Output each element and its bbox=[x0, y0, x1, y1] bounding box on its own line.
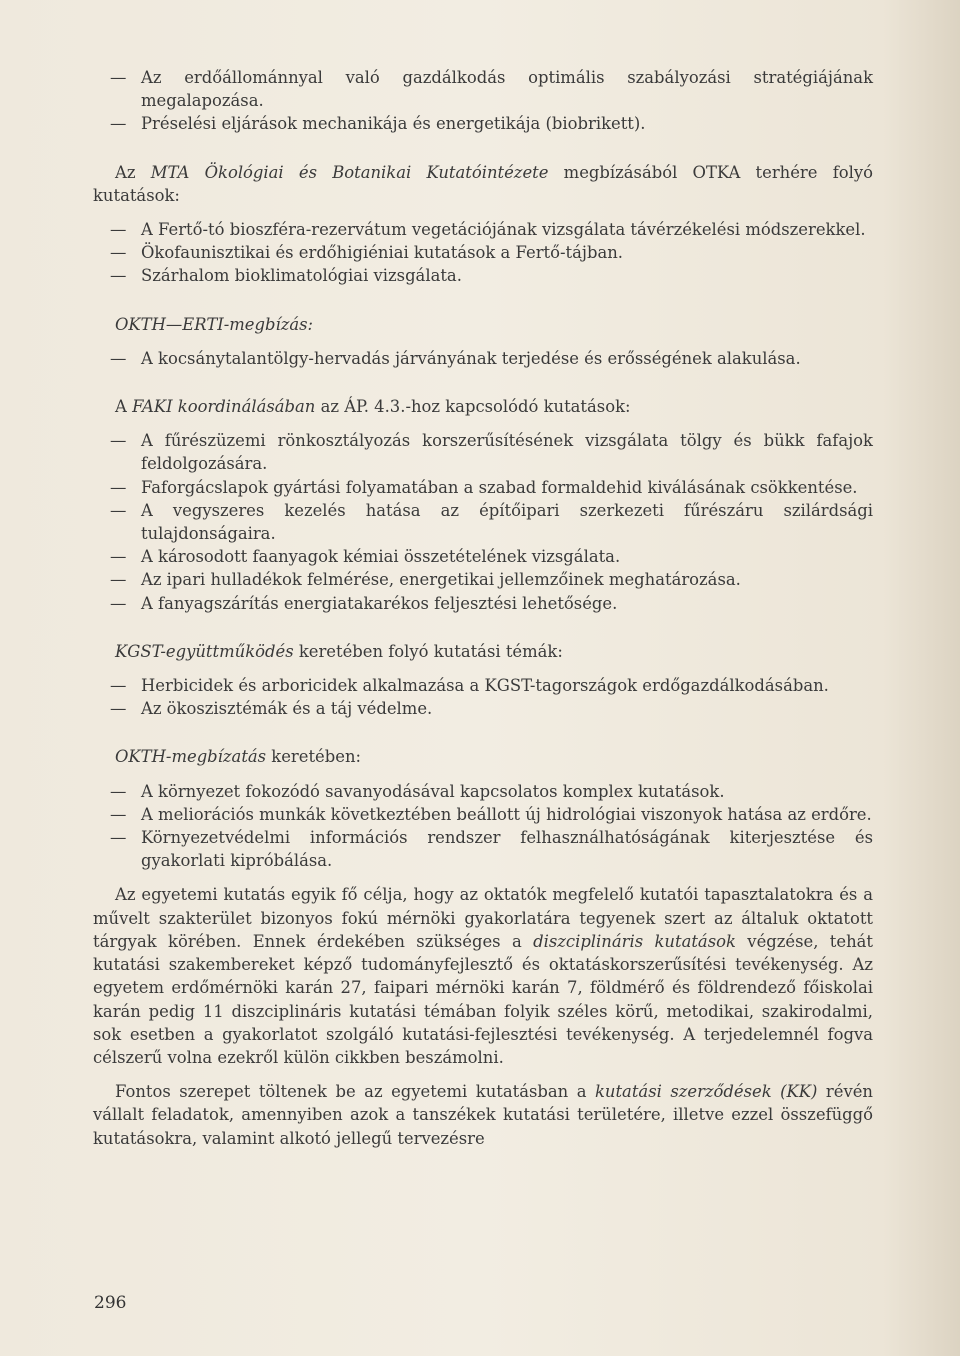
list-item bbox=[93, 803, 873, 826]
section-heading-kgst bbox=[93, 640, 873, 663]
list-item bbox=[93, 592, 873, 615]
list-item-text: Herbicidek és arboricidek alkalmazása a KGST-tagországok erdőgazdálkodásában. bbox=[141, 676, 829, 696]
list-okth-erti bbox=[93, 347, 873, 370]
list-item bbox=[93, 499, 873, 545]
list-item bbox=[93, 112, 873, 135]
dash: — bbox=[110, 477, 127, 497]
dash: — bbox=[110, 348, 127, 368]
paragraph-text: végzése, tehát kutatási szakembereket képző tudományfejlesztő és oktatáskorszerűsítési tevékenység. Az egyetem erdőmérnöki karán 27, faipari mérnöki karán 7, földmérő és földrendező főiskolai karán pedig 11 diszciplináris kutatási témában folyik széles körű, metodikai, szakirodalmi, sok esetben a gyakorlatot szolgáló kutatási-fejlesztési tevékenység. A terjedelemnél fogva célszerű volna ezekről külön cikkben beszámolni. bbox=[93, 931, 874, 1067]
heading-suffix: keretében folyó kutatási témák: bbox=[293, 641, 563, 661]
paragraph-italic: kutatási szerződések (KK) bbox=[594, 1082, 818, 1102]
list-item-text: Szárhalom bioklimatológiai vizsgálata. bbox=[141, 266, 462, 286]
paragraph-italic: diszciplináris kutatások bbox=[533, 931, 736, 951]
dash: — bbox=[110, 114, 127, 134]
dash: — bbox=[110, 220, 127, 240]
list-item bbox=[93, 780, 873, 803]
list-item bbox=[93, 545, 873, 568]
text-column bbox=[93, 66, 873, 1150]
list-item-text: Faforgácslapok gyártási folyamatában a szabad formaldehid kiválásának csökkentése. bbox=[141, 477, 858, 497]
dash: — bbox=[110, 699, 127, 719]
section-heading-okth2 bbox=[93, 745, 873, 768]
list-item-text: A Fertő-tó bioszféra-rezervátum vegetációjának vizsgálata távérzékelési módszerekkel. bbox=[141, 220, 866, 240]
list-item bbox=[93, 697, 873, 720]
list-continued bbox=[93, 66, 873, 136]
heading-italic: OKTH—ERTI-megbízás: bbox=[115, 314, 314, 334]
dash: — bbox=[110, 781, 127, 801]
dash: — bbox=[110, 243, 127, 263]
heading-italic: MTA Ökológiai és Botanikai Kutatóintézete bbox=[150, 162, 549, 182]
heading-suffix: megbízásából OTKA terhére folyó kutatások: bbox=[93, 162, 873, 205]
list-item bbox=[93, 264, 873, 287]
dash: — bbox=[110, 547, 127, 567]
body-paragraph bbox=[93, 883, 873, 1069]
list-item-text: Az ipari hulladékok felmérése, energetikai jellemzőinek meghatározása. bbox=[141, 570, 741, 590]
list-item bbox=[93, 66, 873, 112]
list-item bbox=[93, 476, 873, 499]
dash: — bbox=[110, 68, 127, 87]
list-item-text: Az erdőállománnyal való gazdálkodás optimális szabályozási stratégiájának megalapozása. bbox=[141, 68, 873, 111]
list-item-text: A károsodott faanyagok kémiai összetételének vizsgálata. bbox=[141, 547, 621, 567]
list-item bbox=[93, 241, 873, 264]
dash: — bbox=[110, 804, 127, 824]
heading-italic: OKTH-megbízatás bbox=[115, 747, 267, 767]
paragraph-text: révén vállalt feladatok, amennyiben azok a tanszékek kutatási területére, illetve ezzel összefüggő kutatásokra, valamint alkotó jellegű tervezésre bbox=[93, 1082, 873, 1148]
dash: — bbox=[110, 570, 127, 590]
list-item-text: A vegyszeres kezelés hatása az építőipari szerkezeti fűrészáru szilárdsági tulajdonságaira. bbox=[141, 500, 873, 544]
paragraph-text: Fontos szerepet töltenek be az egyetemi kutatásban a bbox=[115, 1082, 595, 1102]
list-item-text: Ökofaunisztikai és erdőhigiéniai kutatások a Fertő-tájban. bbox=[141, 243, 624, 263]
dash: — bbox=[110, 828, 127, 848]
list-item bbox=[93, 568, 873, 591]
list-item bbox=[93, 826, 873, 872]
list-item bbox=[93, 347, 873, 370]
list-item-text: A fanyagszárítás energiatakarékos feljesztési lehetősége. bbox=[141, 593, 618, 613]
section-heading-mta bbox=[93, 161, 873, 207]
list-item-text: Préselési eljárások mechanikája és energetikája (biobrikett). bbox=[141, 114, 646, 134]
paragraph-text: Az egyetemi kutatás egyik fő célja, hogy az oktatók megfelelő kutatói tapasztalatokra és a művelt szakterület bizonyos fokú mérnöki gyakorlatára tegyenek szert az általuk oktatott tárgyak körében. Ennek érdekében szükséges a bbox=[93, 885, 873, 951]
dash: — bbox=[110, 266, 127, 286]
dash: — bbox=[110, 431, 127, 451]
list-item-text: A fűrészüzemi rönkosztályozás korszerűsítésének vizsgálata tölgy és bükk fafajok feldolgozására. bbox=[141, 431, 873, 474]
list-item-text: A kocsánytalantölgy-hervadás járványának terjedése és erősségének alakulása. bbox=[141, 348, 801, 368]
list-item-text: A környezet fokozódó savanyodásával kapcsolatos komplex kutatások. bbox=[141, 781, 725, 801]
body-paragraph bbox=[93, 1080, 873, 1150]
heading-prefix: A bbox=[115, 397, 133, 417]
dash: — bbox=[110, 676, 127, 696]
page-number: 296 bbox=[94, 1293, 127, 1313]
list-faki bbox=[93, 429, 873, 615]
list-okth2 bbox=[93, 780, 873, 873]
heading-prefix: Az bbox=[115, 162, 151, 182]
list-item bbox=[93, 429, 873, 475]
list-mta bbox=[93, 218, 873, 288]
dash: — bbox=[110, 593, 127, 613]
heading-suffix: keretében: bbox=[266, 747, 362, 767]
list-item-text: Az ökoszisztémák és a táj védelme. bbox=[141, 699, 433, 719]
dash: — bbox=[110, 500, 127, 520]
heading-suffix: az ÁP. 4.3.-hoz kapcsolódó kutatások: bbox=[315, 397, 631, 417]
list-item-text: Környezetvédelmi információs rendszer felhasználhatóságának kiterjesztése és gyakorlati kipróbálása. bbox=[141, 828, 873, 871]
list-kgst bbox=[93, 674, 873, 720]
section-heading-okth-erti bbox=[93, 313, 873, 336]
heading-italic: FAKI koordinálásában bbox=[132, 397, 316, 417]
section-heading-faki bbox=[93, 395, 873, 418]
list-item-text: A meliorációs munkák következtében beállott új hidrológiai viszonyok hatása az erdőre. bbox=[141, 804, 872, 824]
heading-italic: KGST-együttműködés bbox=[115, 641, 294, 661]
list-item bbox=[93, 674, 873, 697]
list-item bbox=[93, 218, 873, 241]
